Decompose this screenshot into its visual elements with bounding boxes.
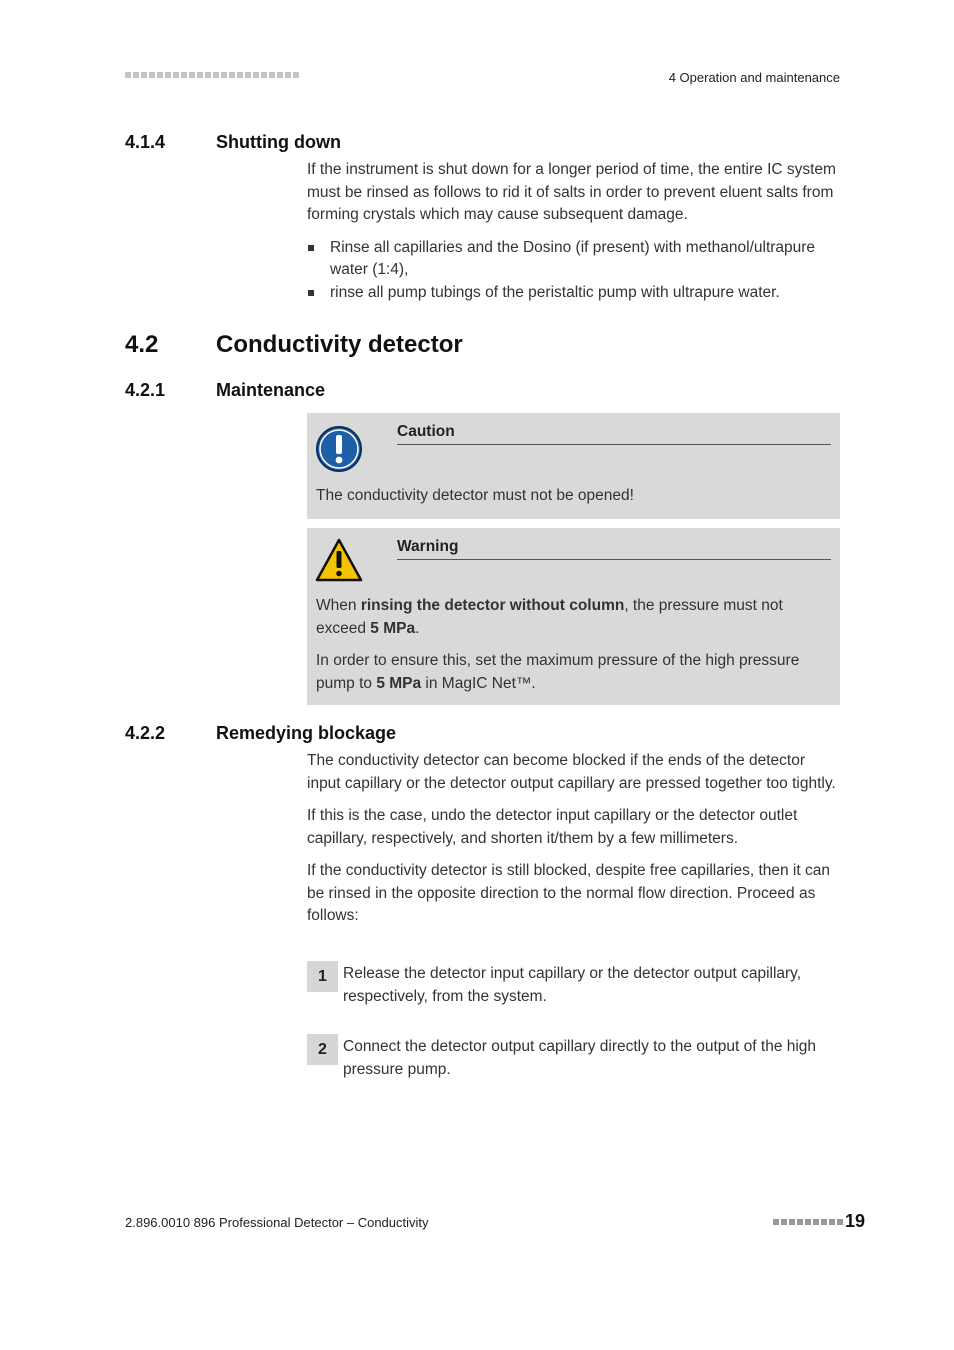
section-title: Shutting down: [216, 132, 341, 152]
heading-4-2-1: [125, 380, 325, 401]
warning-title: Warning: [397, 538, 831, 560]
section-number: 4.1.4: [125, 132, 166, 152]
section-number: 4.2.1: [125, 380, 166, 400]
paragraph: If the conductivity detector is still blocked, despite free capillaries, then it can be rinsed in the opposite direction to the normal flow direction. Proceed as follows:: [307, 862, 830, 924]
warning-paragraph-2: In order to ensure this, set the maximum pressure of the high pressure pump to 5 MPa in MagIC Net™.: [316, 652, 800, 692]
list-item: Rinse all capillaries and the Dosino (if present) with methanol/ultrapure water (1:4),: [307, 237, 837, 282]
step-text: Release the detector input capillary or the detector output capillary, respectively, from the system.: [343, 965, 802, 1005]
section-title: Conductivity detector: [216, 331, 463, 358]
warning-triangle-icon: [315, 538, 363, 587]
footer-document-id: 2.896.0010 896 Professional Detector – Conductivity: [125, 1215, 429, 1230]
section-title: Maintenance: [216, 380, 326, 400]
paragraph: If the instrument is shut down for a longer period of time, the entire IC system must be rinsed as follows to rid it of salts in order to prevent eluent salts from forming crystals which may cause subsequent damage.: [307, 161, 836, 223]
remedying-blockage-body: [307, 750, 837, 938]
caution-text: The conductivity detector must not be opened!: [316, 487, 634, 504]
paragraph: The conductivity detector can become blocked if the ends of the detector input capillary or the detector output capillary are pressed together too tightly.: [307, 752, 836, 792]
caution-title: Caution: [397, 423, 831, 445]
list-item: rinse all pump tubings of the peristaltic pump with ultrapure water.: [307, 282, 837, 305]
heading-4-2: [125, 331, 463, 359]
section-number: 4.2: [125, 331, 159, 358]
warning-box: [307, 528, 840, 705]
warning-text: [316, 595, 828, 705]
header-decoration: [125, 72, 299, 78]
step-text: Connect the detector output capillary directly to the output of the high pressure pump.: [343, 1038, 817, 1078]
warning-paragraph-1: When rinsing the detector without column, the pressure must not exceed 5 MPa.: [316, 597, 783, 637]
heading-4-2-2: [125, 723, 396, 744]
step-number: 2: [307, 1034, 338, 1065]
caution-box: [307, 413, 840, 519]
heading-4-1-4: [125, 132, 341, 153]
shutting-down-body: [307, 159, 837, 304]
page-number: 19: [845, 1211, 866, 1231]
section-title: Remedying blockage: [216, 723, 397, 743]
footer-decoration: [773, 1219, 843, 1225]
exclamation-circle-icon: [315, 425, 363, 478]
paragraph: If this is the case, undo the detector input capillary or the detector outlet capillary, respectively, and shorten it/them by a few millimeters.: [307, 807, 798, 847]
step-number: 1: [307, 961, 338, 992]
running-header: 4 Operation and maintenance: [668, 70, 840, 85]
bullet-list: [307, 237, 837, 305]
section-number: 4.2.2: [125, 723, 166, 743]
